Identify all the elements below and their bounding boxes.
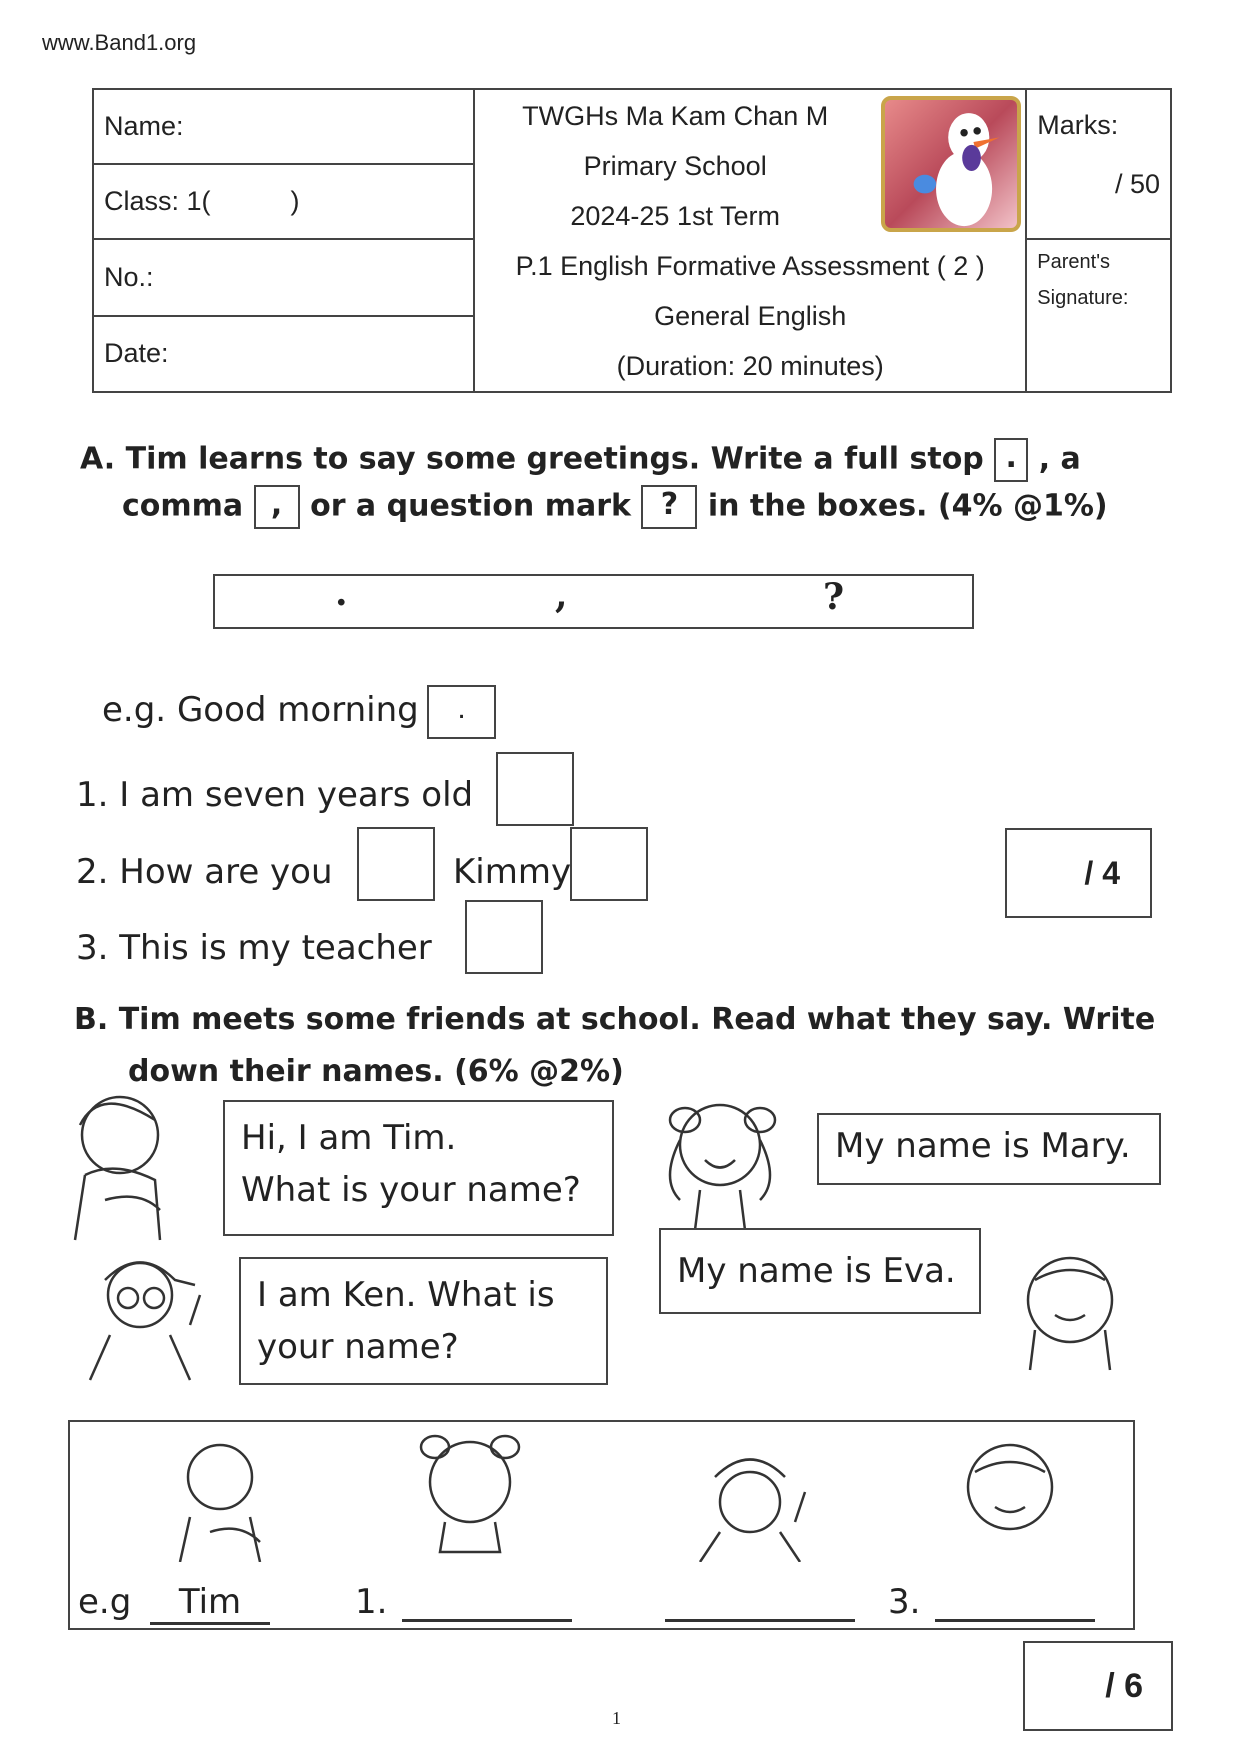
example-line (102, 690, 419, 730)
section-a-instruction (80, 438, 1081, 482)
answer-characters (70, 1422, 1133, 1562)
answer-box-2b[interactable] (570, 827, 648, 901)
comma-sample-box: , (254, 485, 300, 529)
speech-bubble-ken (239, 1257, 608, 1385)
term: 2024-25 1st Term (570, 200, 780, 231)
question-text: I am seven years old (119, 775, 474, 815)
class-field[interactable] (93, 164, 474, 239)
answer-3-label: 3. (888, 1582, 921, 1622)
date-field[interactable] (93, 316, 474, 392)
marks-cell (1026, 89, 1171, 239)
name-field[interactable] (93, 89, 474, 164)
assessment-title: P.1 English Formative Assessment ( 2 ) (515, 250, 985, 281)
question-sample-box: ? (641, 485, 697, 529)
example-name: Tim (150, 1582, 270, 1625)
question-3 (76, 928, 432, 968)
parent-signature-cell[interactable] (1026, 239, 1171, 392)
section-b-instruction (74, 1002, 1155, 1037)
question-1 (76, 775, 473, 815)
bubble-text: I am Ken. What is (257, 1275, 555, 1315)
name-label: Name: (104, 111, 184, 142)
instruction-text: Tim meets some friends at school. Read what they say. Write (118, 1002, 1156, 1037)
instruction-text: in the boxes. (4% @1%) (707, 488, 1108, 524)
section-b-instruction-2: down their names. (6% @2%) (128, 1054, 624, 1089)
no-label: No.: (104, 262, 154, 293)
answer-box-2a[interactable] (357, 827, 435, 901)
answer-1-label: 1. (355, 1582, 388, 1622)
example-answer-box: . (427, 685, 496, 739)
section-a-score: / 4 (1084, 855, 1120, 891)
example-label: e.g (78, 1582, 132, 1622)
marks-label: Marks: (1037, 110, 1119, 140)
section-letter: B. (74, 1002, 109, 1037)
school-name: TWGHs Ma Kam Chan M (522, 100, 829, 131)
speech-bubble-mary: My name is Mary. (817, 1113, 1161, 1185)
section-b-score: / 6 (1105, 1667, 1143, 1705)
question-number: 2. (76, 852, 109, 892)
answer-panel (68, 1420, 1135, 1630)
olaf-sticker-image (881, 96, 1021, 232)
subject: General English (654, 300, 847, 331)
instruction-text: Tim learns to say some greetings. Write a full stop (125, 441, 984, 477)
instruction-text: , a (1038, 441, 1081, 477)
section-a-score-box (1005, 828, 1152, 918)
answer-box-3[interactable] (465, 900, 543, 974)
answer-line-1[interactable] (402, 1619, 572, 1622)
bubble-text: your name? (257, 1327, 459, 1367)
question-2 (76, 852, 333, 892)
signature-label: Signature: (1037, 287, 1129, 310)
question-text: How are you (119, 852, 333, 892)
marks-total: / 50 (1114, 169, 1160, 199)
question-text: This is my teacher (119, 928, 432, 968)
question-text-kimmy: Kimmy (453, 852, 572, 892)
bubble-text: Hi, I am Tim. (241, 1118, 457, 1158)
punctuation-word-bank (213, 574, 974, 629)
section-a-instruction-2 (122, 485, 1108, 529)
tim-drawing (75, 1097, 160, 1240)
school-info (474, 89, 1026, 392)
class-close: ) (290, 186, 300, 217)
question-number: 3. (76, 928, 109, 968)
section-letter: A. (80, 441, 116, 477)
date-label: Date: (104, 338, 169, 369)
speech-bubble-eva: My name is Eva. (659, 1228, 981, 1314)
page-number: 1 (612, 1708, 621, 1728)
speech-bubble-tim (223, 1100, 614, 1236)
watermark: www.Band1.org (42, 30, 197, 55)
answer-box-1[interactable] (496, 752, 574, 826)
option-comma: , (555, 574, 568, 616)
instruction-text: or a question mark (310, 488, 631, 524)
header-table (92, 88, 1172, 393)
eva-drawing (1028, 1258, 1112, 1370)
ken-drawing (90, 1263, 200, 1381)
number-field[interactable] (93, 239, 474, 315)
mary-drawing (670, 1105, 775, 1230)
option-question-mark: ? (823, 576, 845, 618)
question-number: 1. (76, 775, 109, 815)
section-b-score-box (1023, 1641, 1173, 1731)
instruction-text: comma (122, 488, 244, 524)
example-text: Good morning (176, 690, 419, 730)
answer-line-3[interactable] (935, 1619, 1095, 1622)
example-prefix: e.g. (102, 690, 167, 730)
parent-label: Parent's (1037, 251, 1111, 274)
bubble-text: What is your name? (241, 1170, 581, 1210)
full-stop-sample-box: . (994, 438, 1028, 482)
school-name-2: Primary School (583, 150, 767, 181)
class-label: Class: 1( (104, 186, 211, 217)
option-full-stop: . (335, 572, 348, 614)
answer-line-2[interactable] (665, 1619, 855, 1622)
duration: (Duration: 20 minutes) (616, 350, 884, 381)
